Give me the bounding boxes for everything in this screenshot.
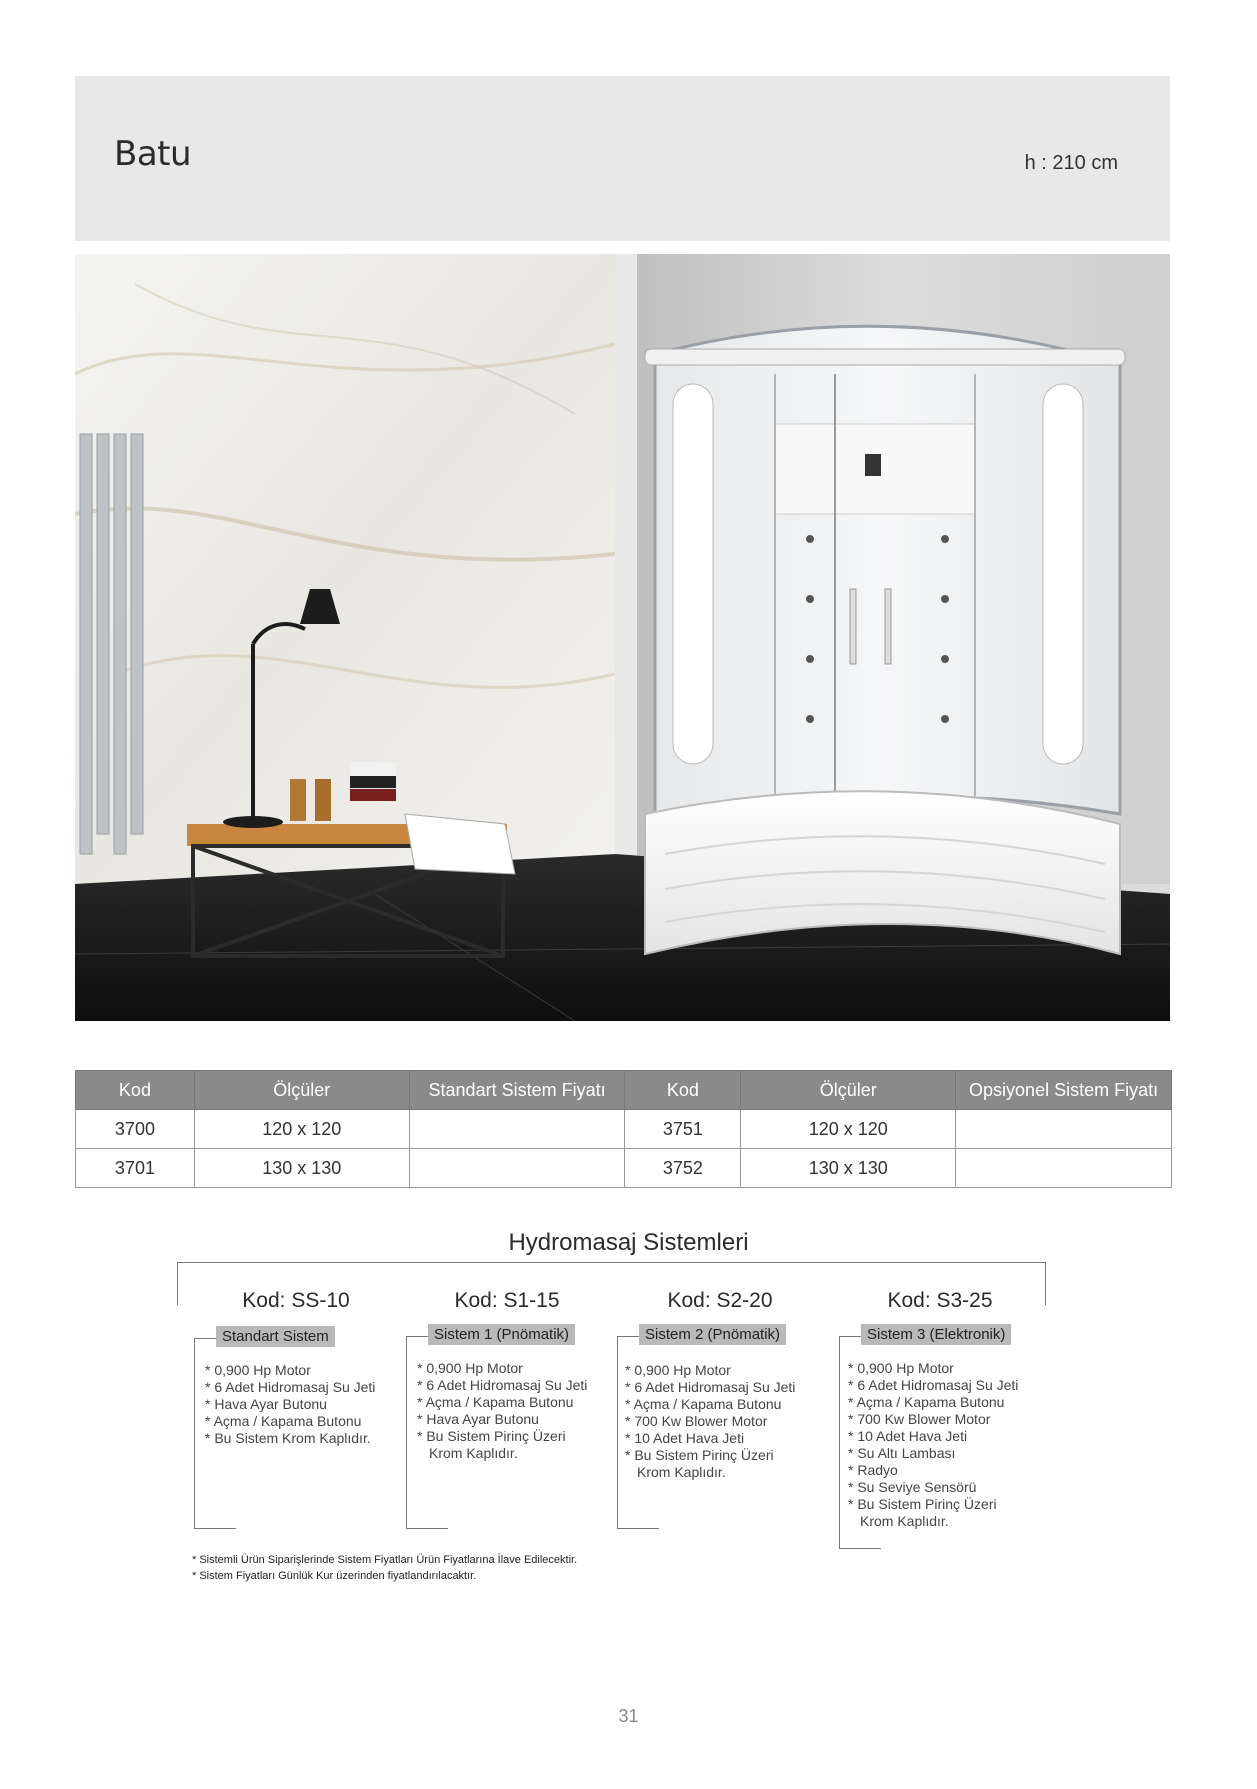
- system-box-standart: [194, 1326, 394, 1526]
- list-item: Krom Kaplıdır.: [429, 1445, 518, 1461]
- system-feature-list: [848, 1360, 1018, 1530]
- page-number: 31: [618, 1706, 639, 1726]
- table-header: Standart Sistem Fiyatı: [409, 1071, 625, 1110]
- system-code: Kod: S2-20: [667, 1289, 773, 1312]
- list-item: * Bu Sistem Pirinç Üzeri: [417, 1428, 566, 1444]
- system-name-tag: Standart Sistem: [216, 1326, 335, 1347]
- list-item: * Radyo: [848, 1462, 898, 1478]
- system-bracket-bottom: [194, 1528, 236, 1529]
- system-name-tag: Sistem 3 (Elektronik): [861, 1324, 1011, 1345]
- system-name-tag: Sistem 1 (Pnömatik): [428, 1324, 575, 1345]
- table-cell: 130 x 130: [741, 1149, 956, 1188]
- table-cell: 130 x 130: [194, 1149, 409, 1188]
- system-box-sistem-1: [406, 1324, 606, 1524]
- table-header: Ölçüler: [194, 1071, 409, 1110]
- table-cell: 120 x 120: [194, 1110, 409, 1149]
- system-feature-list: [417, 1360, 587, 1462]
- table-cell: 3701: [76, 1149, 195, 1188]
- list-item: * 6 Adet Hidromasaj Su Jeti: [205, 1379, 376, 1395]
- system-name-tag: Sistem 2 (Pnömatik): [639, 1324, 786, 1345]
- list-item: * Su Altı Lambası: [848, 1445, 956, 1461]
- system-code: Kod: S1-15: [454, 1289, 560, 1312]
- list-item: * 6 Adet Hidromasaj Su Jeti: [848, 1377, 1019, 1393]
- table-cell: [409, 1149, 625, 1188]
- list-item: * Açma / Kapama Butonu: [848, 1394, 1005, 1410]
- list-item: * 0,900 Hp Motor: [417, 1360, 523, 1376]
- system-code: Kod: SS-10: [242, 1289, 350, 1312]
- list-item: * 700 Kw Blower Motor: [625, 1413, 768, 1429]
- table-cell: 3700: [76, 1110, 195, 1149]
- system-bracket-bottom: [839, 1548, 881, 1549]
- list-item: * Bu Sistem Pirinç Üzeri: [848, 1496, 997, 1512]
- table-cell: [956, 1149, 1172, 1188]
- footnote: * Sistem Fiyatları Günlük Kur üzerinden fiyatlandırılacaktır.: [192, 1570, 477, 1582]
- list-item: * 0,900 Hp Motor: [205, 1362, 311, 1378]
- table-header: Ölçüler: [741, 1071, 956, 1110]
- table-row: [76, 1149, 1172, 1188]
- system-bracket-bottom: [617, 1528, 659, 1529]
- system-bracket-bottom: [406, 1528, 448, 1529]
- product-spec-table: [75, 1070, 1172, 1188]
- table-cell: 120 x 120: [741, 1110, 956, 1149]
- system-code: Kod: S3-25: [887, 1289, 993, 1312]
- system-box-sistem-3: [839, 1324, 1049, 1554]
- table-cell: 3751: [625, 1110, 741, 1149]
- shower-cabin-illustration: [75, 254, 1170, 1021]
- list-item: * 6 Adet Hidromasaj Su Jeti: [417, 1377, 588, 1393]
- list-item: * 10 Adet Hava Jeti: [848, 1428, 968, 1444]
- table-header: Kod: [76, 1071, 195, 1110]
- list-item: Krom Kaplıdır.: [637, 1464, 726, 1480]
- list-item: * Açma / Kapama Butonu: [625, 1396, 782, 1412]
- list-item: Krom Kaplıdır.: [860, 1513, 949, 1529]
- list-item: * 0,900 Hp Motor: [848, 1360, 954, 1376]
- hydro-section-title: Hydromasaj Sistemleri: [508, 1229, 749, 1256]
- table-header: Kod: [625, 1071, 741, 1110]
- product-height: h : 210 cm: [1024, 152, 1118, 174]
- list-item: * Hava Ayar Butonu: [417, 1411, 539, 1427]
- list-item: * Bu Sistem Pirinç Üzeri: [625, 1447, 774, 1463]
- system-feature-list: [205, 1362, 375, 1447]
- table-header: Opsiyonel Sistem Fiyatı: [956, 1071, 1172, 1110]
- table-cell: 3752: [625, 1149, 741, 1188]
- product-title: Batu: [114, 134, 192, 174]
- table-cell: [956, 1110, 1172, 1149]
- page-header: [75, 76, 1170, 241]
- list-item: * Bu Sistem Krom Kaplıdır.: [205, 1430, 371, 1446]
- table-cell: [409, 1110, 625, 1149]
- list-item: * 0,900 Hp Motor: [625, 1362, 731, 1378]
- system-feature-list: [625, 1362, 795, 1481]
- table-row: [76, 1110, 1172, 1149]
- list-item: * Açma / Kapama Butonu: [417, 1394, 574, 1410]
- table-header-row: [76, 1071, 1172, 1110]
- list-item: * 10 Adet Hava Jeti: [625, 1430, 745, 1446]
- footnote: * Sistemli Ürün Siparişlerinde Sistem Fiyatları Ürün Fiyatlarına İlave Edilecektir.: [192, 1554, 578, 1566]
- list-item: * Açma / Kapama Butonu: [205, 1413, 362, 1429]
- product-photo: [75, 254, 1170, 1021]
- list-item: * Hava Ayar Butonu: [205, 1396, 327, 1412]
- footnotes: [192, 1552, 577, 1584]
- list-item: * 6 Adet Hidromasaj Su Jeti: [625, 1379, 796, 1395]
- system-box-sistem-2: [617, 1324, 817, 1524]
- list-item: * 700 Kw Blower Motor: [848, 1411, 991, 1427]
- list-item: * Su Seviye Sensörü: [848, 1479, 977, 1495]
